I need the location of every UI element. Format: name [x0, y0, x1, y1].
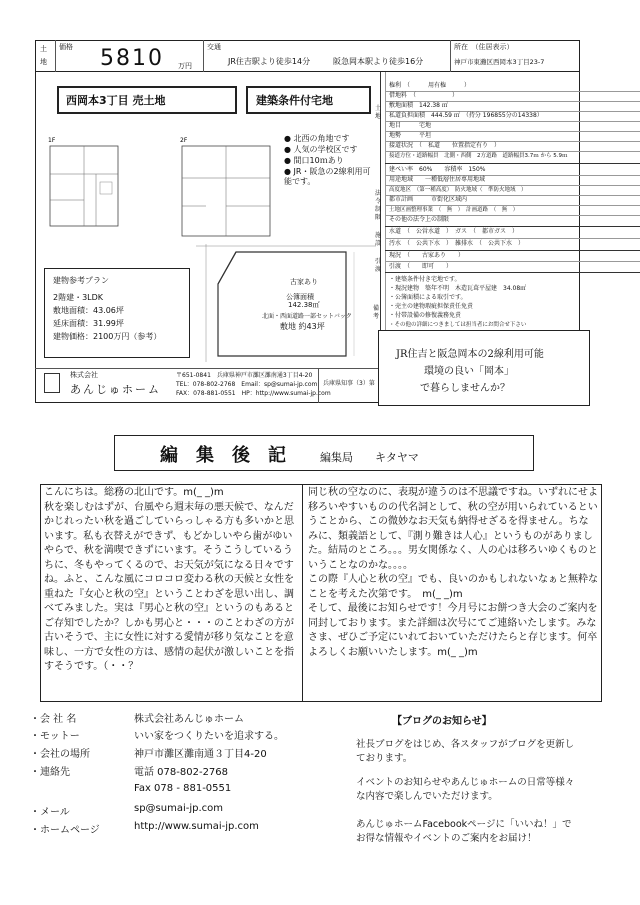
blog-title: 【ブログのお知らせ】 [392, 716, 492, 727]
feature-1: ● 北西の角地です [284, 134, 350, 143]
bullet-icon: ● [284, 134, 291, 143]
plan-title: 建物参考プラン [53, 276, 109, 285]
type-label-top: 土 [40, 45, 47, 53]
note-line: ・建築条件付き宅地です。 [389, 276, 461, 283]
spec-row: 地勢 平坦 [389, 132, 432, 139]
condition-label: 建築条件付宅地 [256, 94, 333, 107]
plan-item-1: 2階建・3LDK [53, 293, 104, 302]
svg-text:1F: 1F [48, 137, 56, 144]
traffic-jr: JR住吉駅より徒歩14分 [228, 57, 311, 66]
spec-row: その他の法令上の制限 [389, 216, 450, 223]
license-number: 兵庫県知事（3）第 [323, 380, 375, 387]
bullet-icon: ● [284, 156, 291, 165]
company-logo-icon [44, 373, 60, 393]
price-value: 5810 [100, 46, 164, 71]
spec-row: 水道 （ 公営水道 ） ガス （ 都市ガス ） [389, 228, 519, 235]
price-label: 価格 [59, 43, 73, 51]
callout-line-3: で暮らしませんか？ [420, 383, 510, 394]
feature-2: ● 人気の学校区です [284, 145, 358, 154]
spec-row: 用途地域 一種低層住居専用地域 [389, 176, 486, 183]
editorial-title: 編 集 後 記 [160, 445, 286, 466]
editorial-right-column: 同じ秋の空なのに、表現が違うのは不思議ですね。いずれにせよ移ろいやすいものの代名詞として、秋の空が用いられているということから、この微妙なお天気も納得せざるを得ません。ちなみに、類義語として、『測り難きは人心』というものがありました。結局のところ。。。男女関係なく、人の心は移ろいゆくものということなのかな。。。。 この際『人心と秋の空』でも、良いのかもしれないなぁと無粋なことを考えた次第です。 m(_ _)m そして、最後にお知らせです！今月号にお餅つき大会のご案内を同封しております。また詳細は次号にてご連絡いたします。みなさま、ぜひご予定にいれておいていただけたらと存じます。何卒よろしくお願いいたします。m(_ _)m [308, 487, 598, 658]
spec-row: 接道方位・道路幅員 北側・西側 2方道路 道路幅員3.7ｍ から 5.9ｍ [389, 153, 568, 159]
site-label-old-house: 古家あり [290, 278, 318, 286]
editorial-left-column: こんにちは。総務の北山です。m(_ _)m 秋を楽しむはずが、台風やら週末毎の悪天候で、なんだかじれったい秋を過ごしていらっしゃる方も多いかと思います。私も衣替えができず、もどかしいやら歯がゆいやらで、秋を満喫できずにいます。そうこうしているうちに、冬もやってくるので、お天気が気になる日々ですね。ふと、こんな風にコロコロ変わる秋の天候と女性を重ねた『女心と秋の空』ということわざを思い出し、調べてみました。実は『男心と秋の空』というのもあるとご存知でしたか？しかも男心と・・・のことわざの方が古いそうで、主に女性に対する愛情が移り気なことを意味し、一方で女性の方は、感情の起伏が激しいことを指すそうです。（・・？ [44, 487, 294, 672]
company-logo-prefix: 株式会社 [70, 371, 98, 379]
site-label-setback: 北面・西面道路一部セットバック [262, 313, 352, 320]
svg-text:2F: 2F [180, 137, 188, 144]
location-label: 所在 （住居表示） [454, 43, 514, 51]
site-label-registry-area: 公簿面積 [286, 293, 314, 301]
blog-paragraph-1: 社長ブログをはじめ、各スタッフがブログを更新しております。 [356, 739, 575, 764]
spec-row: 地目 宅地 [389, 122, 432, 129]
spec-row: 権利 （ 用有権 ） [389, 82, 471, 89]
spec-side-delivery: 引渡 [375, 258, 382, 273]
blog-paragraph-2: イベントのお知らせやあんじゅホームの日常等様々な内容で楽しんでいただけます。 [356, 777, 575, 802]
note-line: ・その他の詳細につきましては担当者にお問合せ下さい [389, 322, 527, 328]
plan-item-3: 延床面積：31.99坪 [53, 319, 124, 328]
type-label-bottom: 地 [40, 58, 47, 66]
spec-row: 汚水 （ 公共下水 ） 雑排水 （ 公共下水 ） [389, 240, 525, 247]
floor-plan-1f [44, 134, 124, 234]
callout-line-2: 環境の良い「岡本」 [424, 366, 514, 377]
note-line: ・付帯設備の修復義務免責 [389, 312, 462, 319]
site-label-area-value: 142.38㎡ [288, 301, 320, 309]
spec-row: 現況 （ 古家あり ） [389, 252, 465, 259]
callout-line-1: JR住吉と阪急岡本の2線利用可能 [396, 349, 544, 360]
bullet-icon: ● [284, 145, 291, 154]
plan-item-2: 敷地面積：43.06坪 [53, 306, 124, 315]
traffic-hankyu: 阪急岡本駅より徒歩16分 [333, 57, 424, 66]
feature-4: ● JR・阪急の2線利用可能です。 [284, 167, 371, 186]
site-label-approx-area: 敷地 約43坪 [280, 322, 325, 331]
floor-plan-2f [176, 134, 276, 244]
spec-row: 接道状況 （ 私道 位置指定有り ） [389, 142, 501, 149]
note-line: ・現況建物 築年不明 木造瓦葺平屋建 34.08㎡ [389, 285, 527, 292]
spec-side-facility: 施設 [375, 232, 382, 247]
spec-row: 引渡 （ 即可 ） [389, 263, 453, 270]
company-address: 〒651-0841 兵庫県神戸市灘区灘南通3丁目4-20 [176, 372, 313, 379]
spec-side-land: 土地 [375, 105, 382, 120]
note-line: ・売主の建物瑕疵担保責任免責 [389, 303, 474, 310]
price-unit: 万円 [178, 62, 192, 70]
company-logo-name: あんじゅホーム [70, 383, 161, 396]
site-map [196, 244, 376, 362]
notes-label: 備考 [373, 305, 380, 320]
blog-paragraph-3: あんじゅホームFacebookページに「いいね！」でお得な情報やイベントのご案内をお届け！ [356, 819, 572, 844]
editorial-editor: 編集局 キタヤマ [320, 451, 419, 464]
spec-row: 高度地区 （第一種高度） 防火地域（ 準防火地域 ） [389, 187, 527, 193]
bullet-icon: ● [284, 167, 291, 176]
traffic-label: 交通 [207, 43, 221, 51]
property-name: 西岡本3丁目 売土地 [66, 94, 166, 107]
spec-row: 都市計画 市街化区域内 [389, 196, 468, 203]
company-tel: TEL：078-802-2768 Email：sp@sumai-jp.com [176, 381, 318, 388]
spec-row: 敷地面積 142.38 ㎡ [389, 102, 448, 109]
location-value: 神戸市東灘区西岡本3丁目23-7 [454, 58, 545, 66]
note-line: ・公簿面積による取引です。 [389, 294, 467, 301]
spec-row: 建ぺい率 60% 容積率 150% [389, 166, 486, 173]
spec-side-law: 法令制限 [375, 190, 382, 221]
feature-3: ● 間口10ｍあり [284, 156, 344, 165]
company-fax: FAX：078-881-0551 HP：http://www.sumai-jp.com [176, 390, 331, 397]
spec-row: 土地区画整理事業 （ 無 ） 計画道路 （ 無 ） [389, 207, 519, 213]
spec-row: 借地料 （ ） [389, 92, 459, 99]
plan-item-4: 建物価格：2100万円（参考） [53, 332, 162, 341]
spec-row: 私道負担面積 444.59 ㎡ （持分 196855分の14338） [389, 112, 543, 119]
